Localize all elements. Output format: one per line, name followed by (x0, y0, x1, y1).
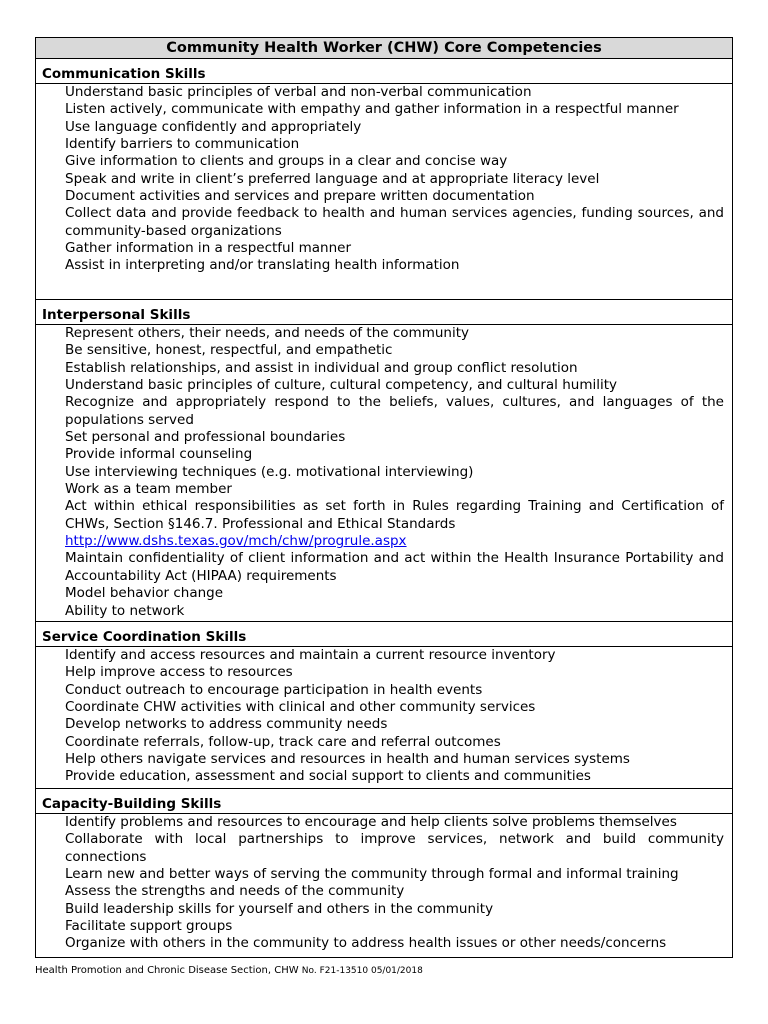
list-item: Use language confidently and appropriately (65, 118, 362, 135)
section-body-interpersonal (36, 325, 732, 622)
section-heading-service-coordination: Service Coordination Skills (36, 622, 732, 647)
list-item: Ability to network (65, 602, 185, 619)
competencies-table (35, 37, 733, 958)
list-item: Identify and access resources and maintain a current resource inventory (65, 647, 556, 663)
list-item: Document activities and services and prepare written documentation (65, 188, 535, 205)
list-item: Establish relationships, and assist in individual and group conflict resolution (65, 359, 578, 376)
section-heading-capacity-building: Capacity-Building Skills (36, 789, 732, 814)
footer-text: Health Promotion and Chronic Disease Section, CHW (35, 965, 299, 976)
list-item: Gather information in a respectful manner (65, 240, 352, 257)
list-item: Assess the strengths and needs of the community (65, 883, 405, 900)
list-item: Maintain confidentiality of client information and act within the Health Insurance Portability and Accountability Act (HIPAA) requirements (65, 550, 724, 584)
list-item: Give information to clients and groups in a clear and concise way (65, 153, 508, 170)
list-item: Provide education, assessment and social support to clients and communities (65, 768, 591, 785)
list-item: Speak and write in client’s preferred language and at appropriate literacy level (65, 170, 600, 187)
list-item: Recognize and appropriately respond to the beliefs, values, cultures, and languages of the populations served (65, 394, 724, 428)
section-body-capacity-building (36, 814, 732, 953)
section-body-communication (36, 84, 732, 300)
list-item: Understand basic principles of culture, cultural competency, and cultural humility (65, 377, 618, 394)
list-item: Collect data and provide feedback to health and human services agencies, funding sources, and community-based organizations (65, 205, 724, 239)
list-item: Develop networks to address community needs (65, 716, 388, 733)
list-item: Learn new and better ways of serving the community through formal and informal training (65, 866, 679, 883)
list-item: Set personal and professional boundaries (65, 429, 346, 446)
list-item: Coordinate referrals, follow-up, track care and referral outcomes (65, 733, 501, 750)
list-item: Be sensitive, honest, respectful, and empathetic (65, 342, 393, 359)
section-heading-communication: Communication Skills (36, 59, 732, 84)
list-item: Assist in interpreting and/or translating health information (65, 257, 460, 274)
rules-link[interactable]: http://www.dshs.texas.gov/mch/chw/progrule.aspx (65, 533, 407, 550)
list-item: Use interviewing techniques (e.g. motivational interviewing) (65, 463, 474, 480)
list-item: Listen actively, communicate with empathy and gather information in a respectful manner (65, 101, 679, 118)
page-title: Community Health Worker (CHW) Core Competencies (36, 38, 732, 59)
page-footer (35, 964, 423, 978)
list-item: Facilitate support groups (65, 918, 233, 935)
list-item: Help others navigate services and resources in health and human services systems (65, 751, 630, 768)
section-body-service-coordination (36, 647, 732, 789)
list-item: Coordinate CHW activities with clinical and other community services (65, 699, 536, 716)
list-item: Identify problems and resources to encourage and help clients solve problems themselves (65, 814, 677, 830)
list-item: Help improve access to resources (65, 664, 293, 681)
list-item: Understand basic principles of verbal and non-verbal communication (65, 84, 532, 100)
list-item: Identify barriers to communication (65, 136, 300, 153)
list-item: Provide informal counseling (65, 446, 253, 463)
list-item: Model behavior change (65, 585, 224, 602)
list-item: Represent others, their needs, and needs of the community (65, 325, 469, 341)
rules-link-row (65, 533, 724, 550)
list-item: Act within ethical responsibilities as set forth in Rules regarding Training and Certification of CHWs, Section §146.7. Professional and Ethical Standards (65, 498, 724, 532)
list-item: Work as a team member (65, 481, 232, 498)
form-number: No. F21-13510 05/01/2018 (301, 966, 423, 976)
list-item: Collaborate with local partnerships to improve services, network and build community connections (65, 831, 724, 865)
section-heading-interpersonal: Interpersonal Skills (36, 300, 732, 325)
list-item: Conduct outreach to encourage participation in health events (65, 681, 483, 698)
list-item: Build leadership skills for yourself and others in the community (65, 900, 494, 917)
list-item: Organize with others in the community to address health issues or other needs/concerns (65, 935, 667, 952)
